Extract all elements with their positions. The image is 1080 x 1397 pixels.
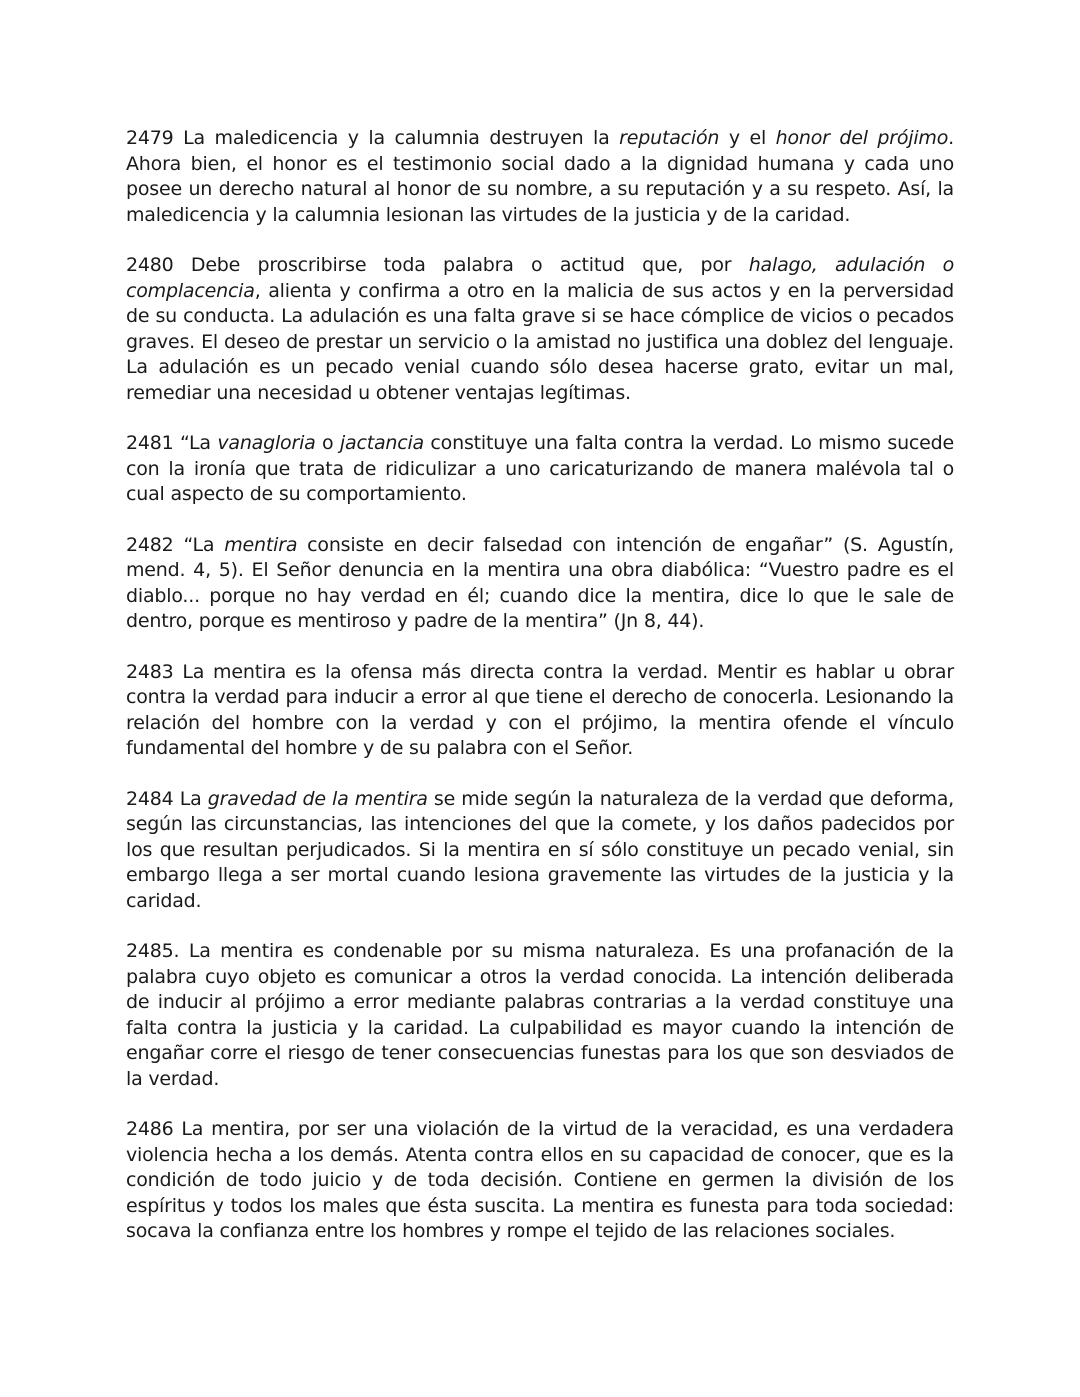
text-segment: o — [315, 432, 340, 454]
text-segment: 2482 “La — [126, 533, 225, 556]
paragraph-2486 — [126, 1117, 954, 1245]
text-segment: 2484 La — [126, 787, 208, 810]
italic-segment: gravedad de la mentira — [207, 787, 428, 810]
italic-segment: mentira — [224, 533, 298, 556]
text-segment: , alienta y confirma a otro en la malicia de sus actos y en la perversidad de su conducta. La adulación es una falta grave si se hace cómplice de vicios o pecados graves. El deseo de prestar un servicio o la amistad no justifica una doblez del lenguaje. La adulación es un pecado venial cuando sólo desea hacerse grato, evitar un mal, remediar una necesidad u obtener ventajas legítimas. — [126, 279, 954, 404]
paragraph-2484 — [126, 787, 954, 915]
italic-segment: jactancia — [339, 432, 424, 454]
text-segment: . Ahora bien, el honor es el testimonio social dado a la dignidad humana y cada uno posee un derecho natural al honor de su nombre, a su reputación y a su respeto. Así, la maledicencia y la calumnia lesionan las virtudes de la justicia y de la caridad. — [126, 127, 954, 226]
italic-segment: vanagloria — [217, 432, 316, 454]
italic-segment: halago, adulación o complacencia — [126, 254, 954, 302]
document-page — [126, 126, 954, 1270]
paragraph-2482 — [126, 533, 954, 635]
text-segment: constituye una falta contra la verdad. Lo mismo sucede con la ironía que trata de ridiculizar a uno caricaturizando de manera malévola tal o cual aspecto de su comportamiento. — [126, 432, 955, 505]
text-segment: 2486 La mentira, por ser una violación de la virtud de la veracidad, es una verdadera violencia hecha a los demás. Atenta contra ellos en su capacidad de conocer, que es la condición de todo juicio y de toda decisión. Contiene en germen la división de los espíritus y todos los males que ésta suscita. La mentira es funesta para toda sociedad: socava la confianza entre los hombres y rompe el tejido de las relaciones sociales. — [126, 1118, 954, 1242]
text-segment: consiste en decir falsedad con intención de engañar” (S. Agustín, mend. 4, 5). El Señor denuncia en la mentira una obra diabólica: “Vuestro padre es el diablo... porque no hay verdad en él; cuando dice la mentira, dice lo que le sale de dentro, porque es mentiroso y padre de la mentira” (Jn 8, 44). — [126, 533, 954, 632]
paragraph-2483 — [126, 660, 954, 762]
paragraph-2481 — [126, 431, 954, 508]
text-segment: 2480 Debe proscribirse toda palabra o actitud que, por — [126, 254, 749, 276]
text-segment: 2481 “La — [126, 432, 218, 454]
text-segment: y el — [719, 127, 776, 149]
italic-segment: honor del prójimo — [775, 127, 949, 149]
text-segment: 2479 La maledicencia y la calumnia destruyen la — [126, 127, 620, 149]
paragraph-2485 — [126, 939, 954, 1092]
paragraph-2480 — [126, 253, 954, 406]
text-segment: se mide según la naturaleza de la verdad que deforma, según las circunstancias, las intenciones del que la comete, y los daños padecidos por los que resultan perjudicados. Si la mentira en sí sólo constituye un pecado venial, sin embargo llega a ser mortal cuando lesiona gravemente las virtudes de la justicia y la caridad. — [126, 787, 955, 912]
paragraph-2479 — [126, 126, 954, 228]
italic-segment: reputación — [619, 127, 720, 149]
text-segment: 2483 La mentira es la ofensa más directa contra la verdad. Mentir es hablar u obrar contra la verdad para inducir a error al que tiene el derecho de conocerla. Lesionando la relación del hombre con la verdad y con el prójimo, la mentira ofende el vínculo fundamental del hombre y de su palabra con el Señor. — [126, 660, 954, 759]
text-segment: 2485. La mentira es condenable por su misma naturaleza. Es una profanación de la palabra cuyo objeto es comunicar a otros la verdad conocida. La intención deliberada de inducir al prójimo a error mediante palabras contrarias a la verdad constituye una falta contra la justicia y la caridad. La culpabilidad es mayor cuando la intención de engañar corre el riesgo de tener consecuencias funestas para los que son desviados de la verdad. — [126, 940, 954, 1090]
